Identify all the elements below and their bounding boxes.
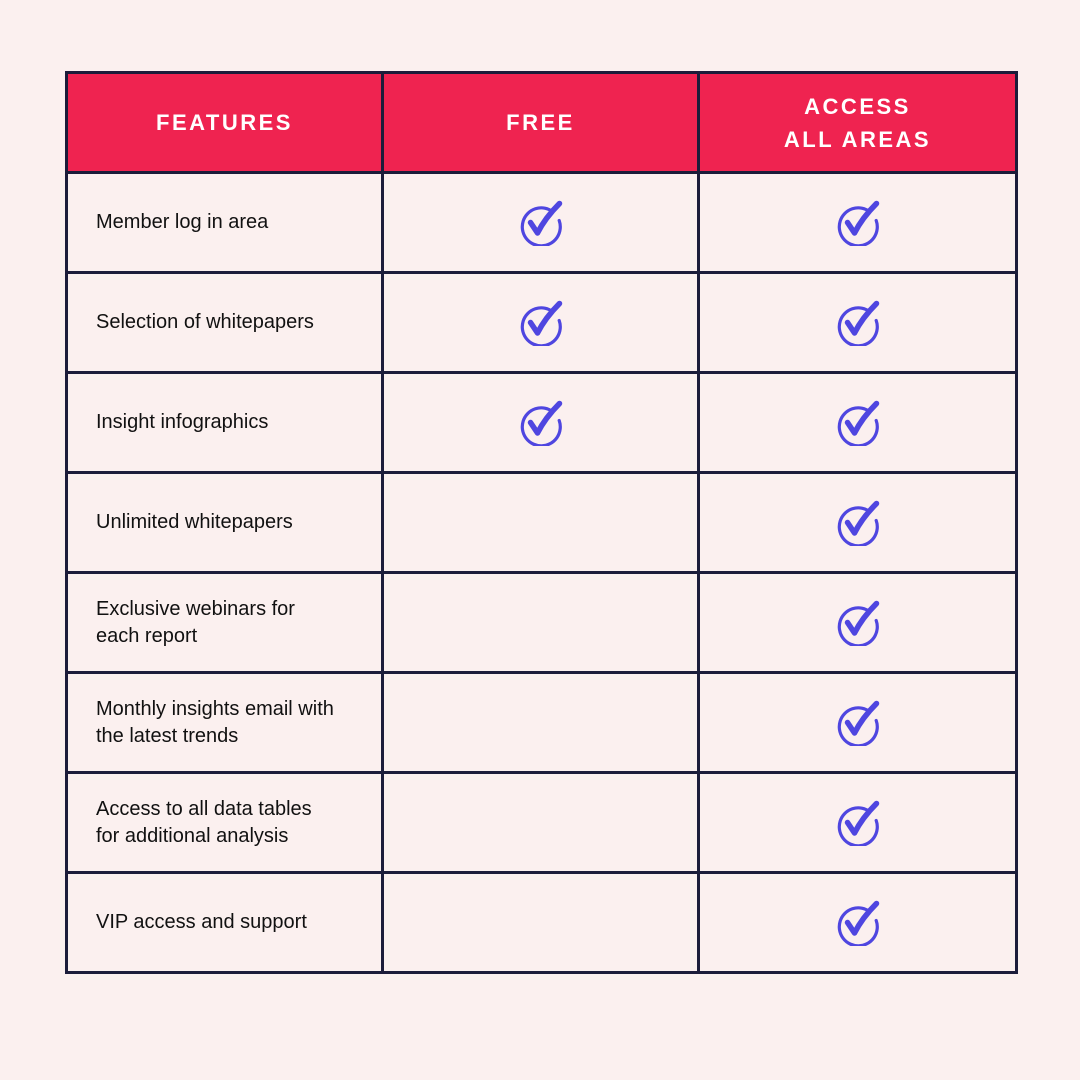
check-circle-icon: [836, 800, 880, 846]
table-row: [67, 573, 1017, 673]
check-circle-icon: [519, 400, 563, 446]
feature-cell: [67, 673, 383, 773]
access-all-areas-cell: [699, 773, 1017, 873]
feature-label-line: VIP access and support: [96, 911, 307, 933]
feature-label: [68, 509, 381, 536]
table-row: [67, 873, 1017, 973]
feature-label-line: Exclusive webinars for: [96, 597, 295, 620]
free-cell: [383, 673, 699, 773]
feature-label: [68, 696, 381, 750]
feature-cell: [67, 373, 383, 473]
access-all-areas-cell: [699, 573, 1017, 673]
table-row: [67, 773, 1017, 873]
header-access-line-2: ALL AREAS: [783, 126, 932, 152]
check-circle-icon: [836, 200, 880, 246]
feature-label-line: Monthly insights email with: [96, 697, 334, 720]
table-row: [67, 473, 1017, 573]
table-body: [67, 173, 1017, 973]
header-features: [67, 73, 383, 173]
feature-label-line: each report: [96, 624, 198, 647]
header-row: [67, 73, 1017, 173]
free-cell: [383, 173, 699, 273]
feature-cell: [67, 873, 383, 973]
table-row: [67, 673, 1017, 773]
table-row: [67, 373, 1017, 473]
check-circle-icon: [836, 400, 880, 446]
check-circle-icon: [836, 300, 880, 346]
free-cell: [383, 573, 699, 673]
access-all-areas-cell: [699, 873, 1017, 973]
comparison-table: [65, 71, 1018, 974]
feature-label-line: Member log in area: [96, 211, 269, 233]
feature-label-line: Access to all data tables: [96, 797, 312, 820]
access-all-areas-cell: [699, 473, 1017, 573]
table-row: [67, 273, 1017, 373]
access-all-areas-cell: [699, 373, 1017, 473]
feature-label-line: the latest trends: [96, 724, 239, 747]
feature-label: [68, 209, 381, 236]
feature-label: [68, 796, 381, 850]
free-cell: [383, 373, 699, 473]
free-cell: [383, 473, 699, 573]
feature-cell: [67, 773, 383, 873]
table-row: [67, 173, 1017, 273]
feature-label-line: Insight infographics: [96, 411, 269, 433]
check-circle-icon: [519, 200, 563, 246]
access-all-areas-cell: [699, 173, 1017, 273]
check-circle-icon: [836, 500, 880, 546]
feature-label-line: Unlimited whitepapers: [96, 511, 293, 533]
header-free: [383, 73, 699, 173]
feature-cell: [67, 173, 383, 273]
free-cell: [383, 273, 699, 373]
check-circle-icon: [519, 300, 563, 346]
header-access-line-1: ACCESS: [804, 93, 911, 119]
feature-label: [68, 409, 381, 436]
free-cell: [383, 773, 699, 873]
free-cell: [383, 873, 699, 973]
access-all-areas-cell: [699, 673, 1017, 773]
feature-label-line: for additional analysis: [96, 824, 289, 847]
check-circle-icon: [836, 900, 880, 946]
feature-label: [68, 909, 381, 936]
header-free-line: FREE: [506, 110, 575, 135]
check-circle-icon: [836, 700, 880, 746]
feature-cell: [67, 573, 383, 673]
access-all-areas-cell: [699, 273, 1017, 373]
check-circle-icon: [836, 600, 880, 646]
feature-label: [68, 596, 381, 650]
header-access-all-areas: [699, 73, 1017, 173]
feature-cell: [67, 473, 383, 573]
feature-cell: [67, 273, 383, 373]
header-features-line: FEATURES: [156, 110, 293, 135]
feature-label-line: Selection of whitepapers: [96, 311, 314, 333]
feature-label: [68, 309, 381, 336]
